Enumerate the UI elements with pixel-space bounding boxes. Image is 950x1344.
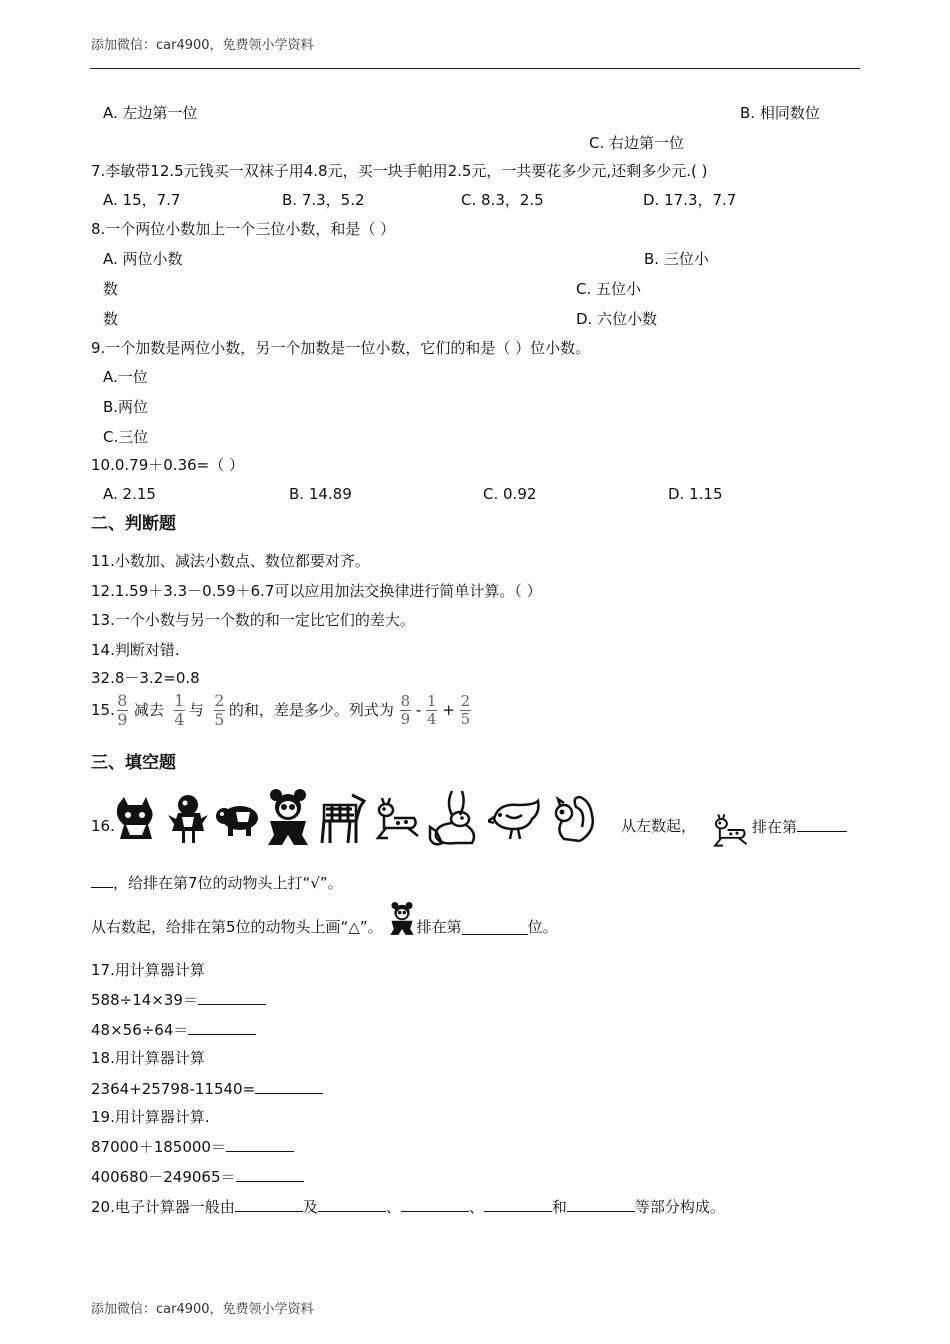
q13-stem: 13.一个小数与另一个数的和一定比它们的差大。: [91, 611, 415, 629]
blank-field[interactable]: [255, 1078, 323, 1094]
expr-fraction-8-9: $\frac{8}{9}$: [400, 691, 411, 728]
q16-line3: 从右数起，给排在第5位的动物头上画“△”。 排在第 位。: [91, 917, 558, 937]
blank-field[interactable]: [188, 1019, 256, 1035]
deer-icon: [712, 810, 748, 850]
expr-plus: +: [442, 701, 455, 719]
q6-option-b: B. 相同数位: [740, 104, 820, 122]
expr-fraction-2-5: $\frac{2}{5}$: [460, 691, 471, 728]
q17-stem: 17.用计算器计算: [91, 961, 205, 979]
q15-line: [91, 692, 473, 728]
cat-icon: [112, 795, 160, 841]
q6-option-c: C. 右边第一位: [589, 134, 685, 152]
q8-stem: 8.一个两位小数加上一个三位小数，和是（ ）: [91, 220, 396, 238]
q12-stem: 12.1.59＋3.3－0.59＋6.7可以应用加法交换律进行简单计算。（ ）: [91, 582, 542, 600]
rabbit-icon: [426, 787, 482, 849]
q16-from-left: 从左数起，: [621, 817, 697, 835]
q15-text-minus: 减去: [133, 701, 164, 719]
q14-expression: 32.8－3.2=0.8: [91, 669, 200, 687]
q8-option-d: D. 六位小数: [576, 310, 658, 328]
blank-field[interactable]: [567, 1196, 635, 1212]
expr-minus: -: [415, 701, 422, 719]
q16-number: 16.: [91, 817, 115, 835]
deer-icon: [374, 794, 420, 842]
blank-field[interactable]: [318, 1196, 386, 1212]
q15-text-sum: 的和，差是多少。列式为: [228, 701, 394, 719]
q10-option-d: D. 1.15: [668, 485, 723, 503]
blank-field[interactable]: [797, 816, 847, 832]
squirrel-icon: [550, 791, 598, 845]
bird-icon: [166, 791, 210, 845]
blank-field[interactable]: [462, 919, 528, 935]
q9-option-b: B.两位: [103, 398, 149, 416]
q10-stem: 10.0.79＋0.36=（ ）: [91, 456, 244, 474]
page-header: 添加微信：car4900，免费领小学资料: [91, 38, 314, 53]
q18-expr1: 2364+25798-11540=: [91, 1078, 323, 1099]
q7-option-b: B. 7.3，5.2: [282, 191, 365, 209]
blank-field[interactable]: [236, 1166, 304, 1182]
expr-fraction-1-4: $\frac{1}{4}$: [427, 691, 437, 728]
q11-stem: 11.小数加、减法小数点、数位都要对齐。: [91, 552, 370, 570]
q9-stem: 9.一个加数是两位小数，另一个加数是一位小数，它们的和是（ ）位小数。: [91, 339, 591, 357]
fraction-8-9: $\frac{8}{9}$: [117, 690, 128, 729]
q10-option-c: C. 0.92: [483, 485, 537, 503]
q16-rank-label: 排在第: [752, 816, 847, 837]
blank-field[interactable]: [235, 1196, 303, 1212]
blank-field[interactable]: [91, 872, 113, 888]
q19-expr2: 400680－249065＝: [91, 1166, 304, 1187]
blank-field[interactable]: [198, 989, 266, 1005]
q17-expr1: 588÷14×39＝: [91, 989, 266, 1010]
fraction-2-5: $\frac{2}{5}$: [214, 690, 225, 729]
q7-option-a: A. 15，7.7: [103, 191, 181, 209]
blank-field[interactable]: [484, 1196, 552, 1212]
q7-stem: 7.李敏带12.5元钱买一双袜子用4.8元，买一块手帕用2.5元，一共要花多少元,还剩多少元.( ): [91, 162, 708, 180]
q10-option-a: A. 2.15: [103, 485, 156, 503]
q19-expr1: 87000＋185000＝: [91, 1136, 294, 1157]
fraction-1-4: $\frac{1}{4}$: [174, 690, 185, 729]
chicken-icon: [488, 795, 544, 841]
q19-stem: 19.用计算器计算.: [91, 1108, 210, 1126]
q8-option-b-wrap: 数: [103, 280, 119, 298]
panda-icon: [266, 789, 310, 847]
q16-line2: ，给排在第7位的动物头上打“√”。: [91, 872, 343, 893]
q15-text-and: 与: [188, 701, 204, 719]
zebra-icon: [316, 791, 368, 845]
pig-icon: [216, 798, 260, 838]
q7-option-c: C. 8.3，2.5: [461, 191, 544, 209]
blank-field[interactable]: [401, 1196, 469, 1212]
q8-option-c: C. 五位小: [576, 280, 642, 298]
q9-option-c: C.三位: [103, 428, 149, 446]
q20-stem: 20.电子计算器一般由 及 、 、 和 等部分构成。: [91, 1198, 725, 1216]
q8-option-b: B. 三位小: [644, 250, 709, 268]
animal-row: [112, 786, 598, 850]
q17-expr2: 48×56÷64＝: [91, 1019, 256, 1040]
q18-stem: 18.用计算器计算: [91, 1049, 205, 1067]
page-footer: 添加微信：car4900，免费领小学资料: [91, 1302, 314, 1317]
q6-option-a: A. 左边第一位: [103, 104, 198, 122]
q8-option-a: A. 两位小数: [103, 250, 183, 268]
q8-option-c-wrap: 数: [103, 310, 119, 328]
section-title-fill-in: 三、填空题: [91, 753, 176, 773]
q14-stem: 14.判断对错.: [91, 641, 180, 659]
blank-field[interactable]: [226, 1136, 294, 1152]
panda-icon: [389, 902, 415, 936]
header-rule: [90, 68, 860, 69]
q7-option-d: D. 17.3，7.7: [643, 191, 737, 209]
q10-option-b: B. 14.89: [289, 485, 352, 503]
q15-number: 15.: [91, 701, 115, 719]
section-title-judgement: 二、判断题: [91, 514, 176, 534]
q9-option-a: A.一位: [103, 368, 148, 386]
